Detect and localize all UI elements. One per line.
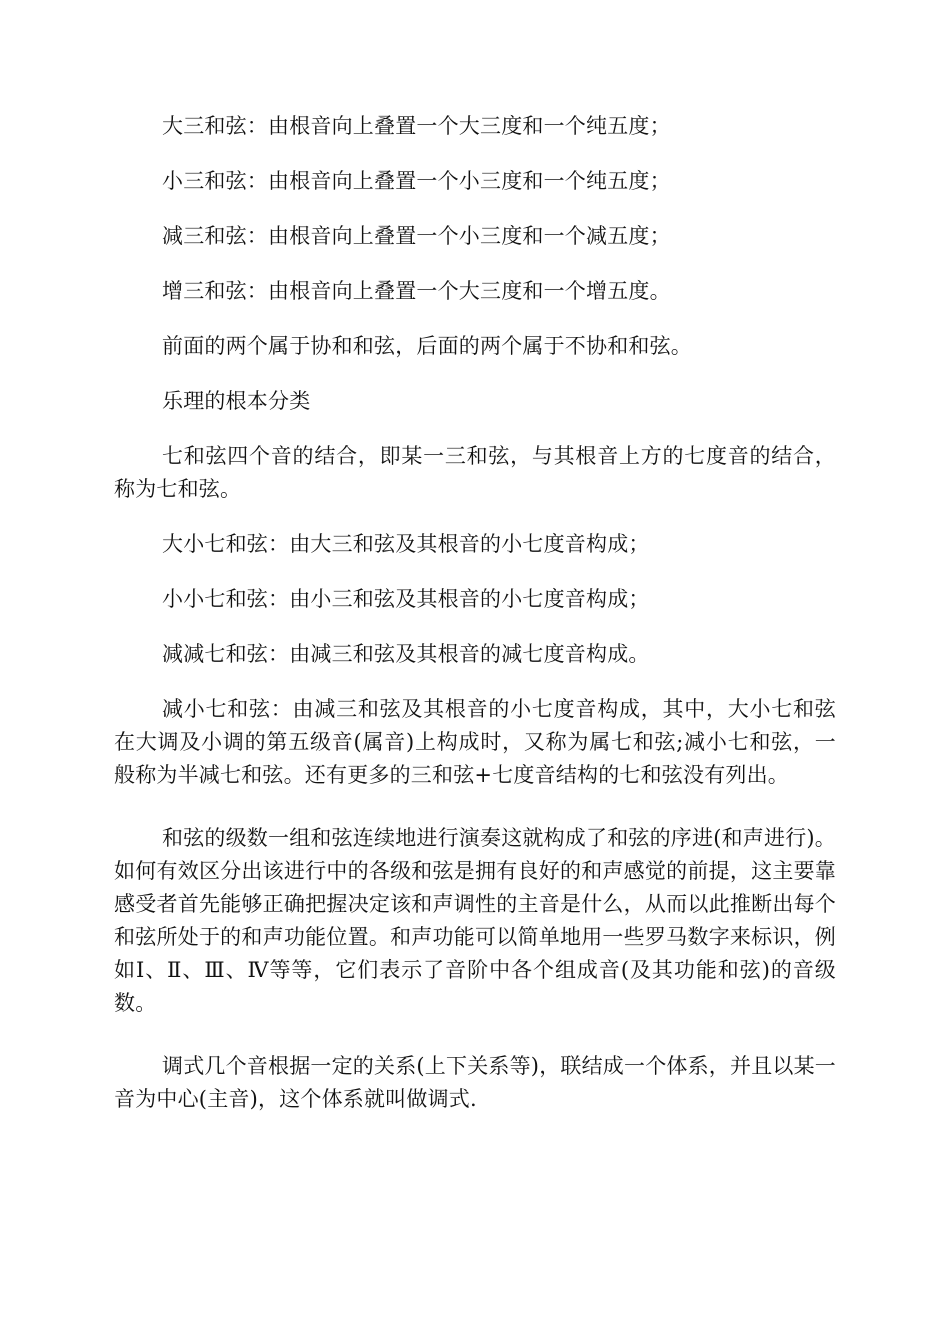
paragraph-minor-minor-seventh: 小小七和弦：由小三和弦及其根音的小七度音构成； [162,587,650,611]
paragraph-minor-triad: 小三和弦：由根音向上叠置一个小三度和一个纯五度； [162,169,671,193]
paragraph-mode-definition: 调式几个音根据一定的关系(上下关系等)，联结成一个体系，并且以某一音为中心(主音)，这个体系就叫做调式. [114,1054,836,1111]
paragraph-augmented-triad: 增三和弦：由根音向上叠置一个大三度和一个增五度。 [162,279,671,303]
paragraph-consonance-note: 前面的两个属于协和和弦，后面的两个属于不协和和弦。 [162,334,692,358]
paragraph-seventh-chord-definition: 七和弦四个音的结合，即某一三和弦，与其根音上方的七度音的结合，称为七和弦。 [114,444,836,501]
paragraph-diminished-seventh: 减减七和弦：由减三和弦及其根音的减七度音构成。 [162,642,650,666]
paragraph-chord-degrees: 和弦的级数一组和弦连续地进行演奏这就构成了和弦的序进(和声进行)。如何有效区分出该进行中的各级和弦是拥有良好的和声感觉的前提，这主要靠感受者首先能够正确把握决定该和声调性的主音是什么，从而以此推断出每个和弦所处于的和声功能位置。和声功能可以简单地用一些罗马数字来标识，例如Ⅰ、Ⅱ、Ⅲ、Ⅳ等等，它们表示了音阶中各个组成音(及其功能和弦)的音级数。 [114,826,836,1015]
document-body [114,110,836,1116]
paragraph-half-diminished-seventh: 减小七和弦：由减三和弦及其根音的小七度音构成，其中，大小七和弦在大调及小调的第五级音(属音)上构成时，又称为属七和弦;减小七和弦，一般称为半减七和弦。还有更多的三和弦+七度音结构的七和弦没有列出。 [114,697,836,787]
paragraph-major-minor-seventh: 大小七和弦：由大三和弦及其根音的小七度音构成； [162,532,650,556]
section-heading-basic-classification: 乐理的根本分类 [162,389,311,413]
paragraph-diminished-triad: 减三和弦：由根音向上叠置一个小三度和一个减五度； [162,224,671,248]
paragraph-major-triad: 大三和弦：由根音向上叠置一个大三度和一个纯五度； [162,114,671,138]
